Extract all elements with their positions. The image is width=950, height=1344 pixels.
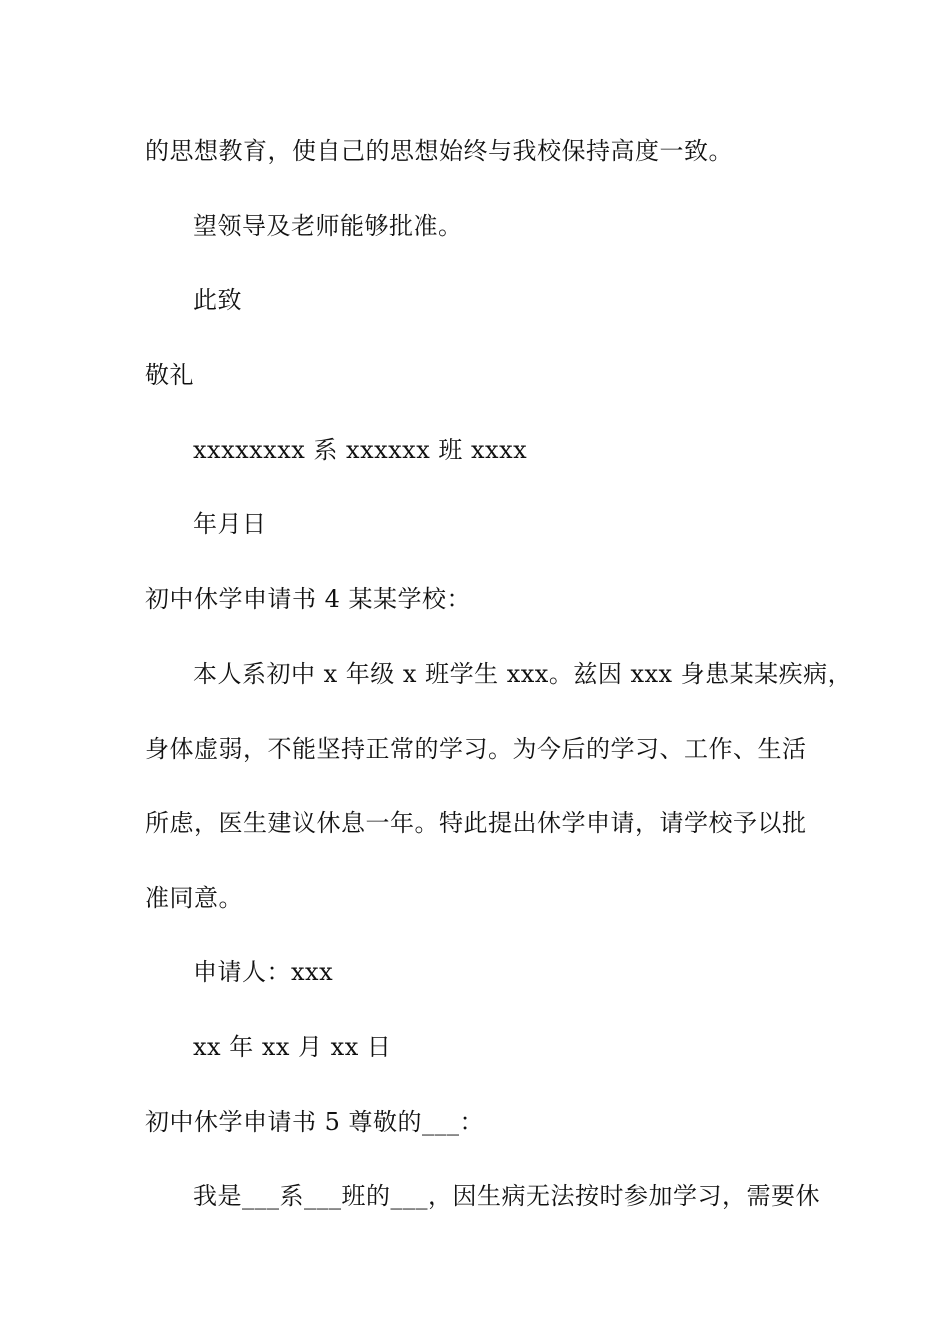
section-heading: 初中休学申请书 4 某某学校： <box>145 585 472 613</box>
section-heading: 初中休学申请书 5 尊敬的___： <box>145 1108 485 1136</box>
paragraph-line: 我是___系___班的___，因生病无法按时参加学习，需要休 <box>193 1182 820 1210</box>
closing-regards: 敬礼 <box>145 361 194 389</box>
paragraph-line: 所虑，医生建议休息一年。特此提出休学申请，请学校予以批 <box>145 809 807 837</box>
paragraph-line: 的思想教育，使自己的思想始终与我校保持高度一致。 <box>145 137 733 165</box>
request-approval-line: 望领导及老师能够批准。 <box>193 212 463 240</box>
applicant-line: 申请人：xxx <box>193 958 334 986</box>
signature-line: xxxxxxxx 系 xxxxxx 班 xxxx <box>193 436 528 464</box>
date-line: 年月日 <box>193 510 267 538</box>
paragraph-line: 准同意。 <box>145 884 243 912</box>
closing-salutation: 此致 <box>193 286 242 314</box>
paragraph-line: 本人系初中 x 年级 x 班学生 xxx。兹因 xxx 身患某某疾病， <box>193 660 853 688</box>
paragraph-line: 身体虚弱，不能坚持正常的学习。为今后的学习、工作、生活 <box>145 735 807 763</box>
date-line: xx 年 xx 月 xx 日 <box>193 1033 392 1061</box>
